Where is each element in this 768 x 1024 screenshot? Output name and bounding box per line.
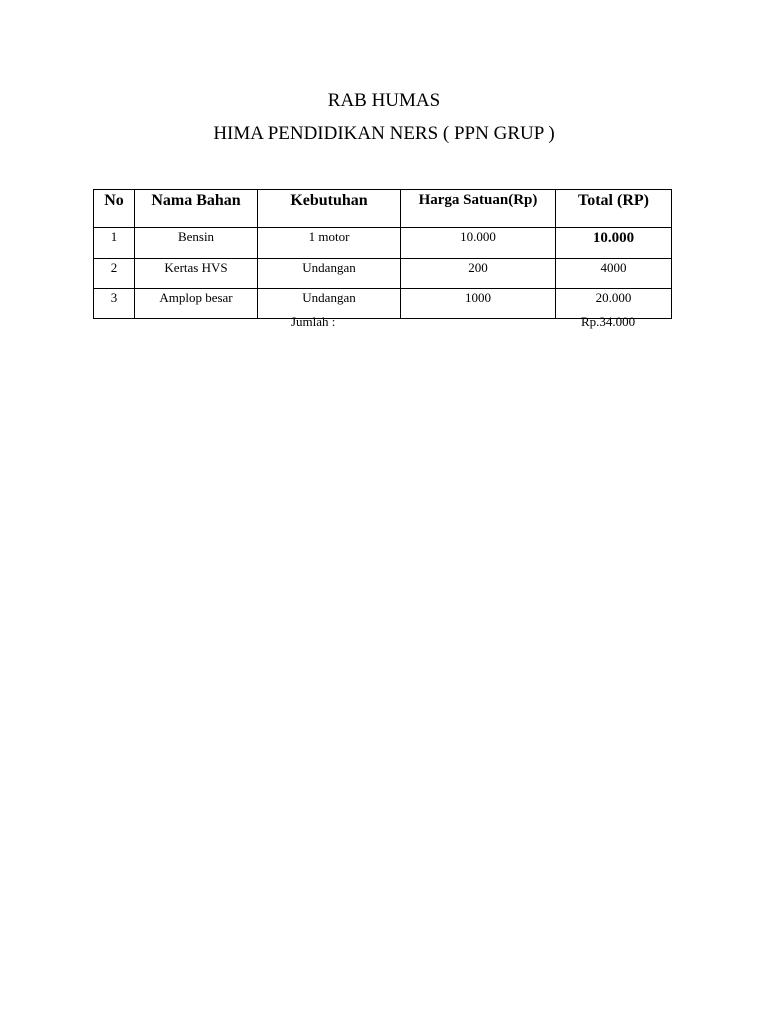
cell-harga-satuan: 1000 xyxy=(401,289,556,319)
cell-total: 10.000 xyxy=(556,228,672,259)
table-header-row xyxy=(94,190,672,228)
document-title: RAB HUMAS xyxy=(327,90,441,111)
cell-nama-bahan: Bensin xyxy=(135,228,258,259)
table-row xyxy=(94,228,672,259)
table-row xyxy=(94,259,672,289)
header-kebutuhan: Kebutuhan xyxy=(258,190,401,228)
cell-nama-bahan: Kertas HVS xyxy=(135,259,258,289)
cell-no: 1 xyxy=(94,228,135,259)
cell-kebutuhan: Undangan xyxy=(258,289,401,319)
header-harga-satuan: Harga Satuan(Rp) xyxy=(401,190,556,228)
summary-value: Rp.34.000 xyxy=(581,314,636,329)
cell-no: 3 xyxy=(94,289,135,319)
header-no: No xyxy=(94,190,135,228)
cell-kebutuhan: Undangan xyxy=(258,259,401,289)
cell-harga-satuan: 10.000 xyxy=(401,228,556,259)
budget-table xyxy=(93,189,672,319)
document-subtitle: HIMA PENDIDIKAN NERS ( PPN GRUP ) xyxy=(213,123,555,144)
header-total: Total (RP) xyxy=(556,190,672,228)
cell-total: 4000 xyxy=(556,259,672,289)
cell-total: 20.000 xyxy=(556,289,672,319)
cell-nama-bahan: Amplop besar xyxy=(135,289,258,319)
cell-harga-satuan: 200 xyxy=(401,259,556,289)
cell-kebutuhan: 1 motor xyxy=(258,228,401,259)
cell-no: 2 xyxy=(94,259,135,289)
header-nama-bahan: Nama Bahan xyxy=(135,190,258,228)
summary-label: Jumlah : xyxy=(291,314,336,329)
